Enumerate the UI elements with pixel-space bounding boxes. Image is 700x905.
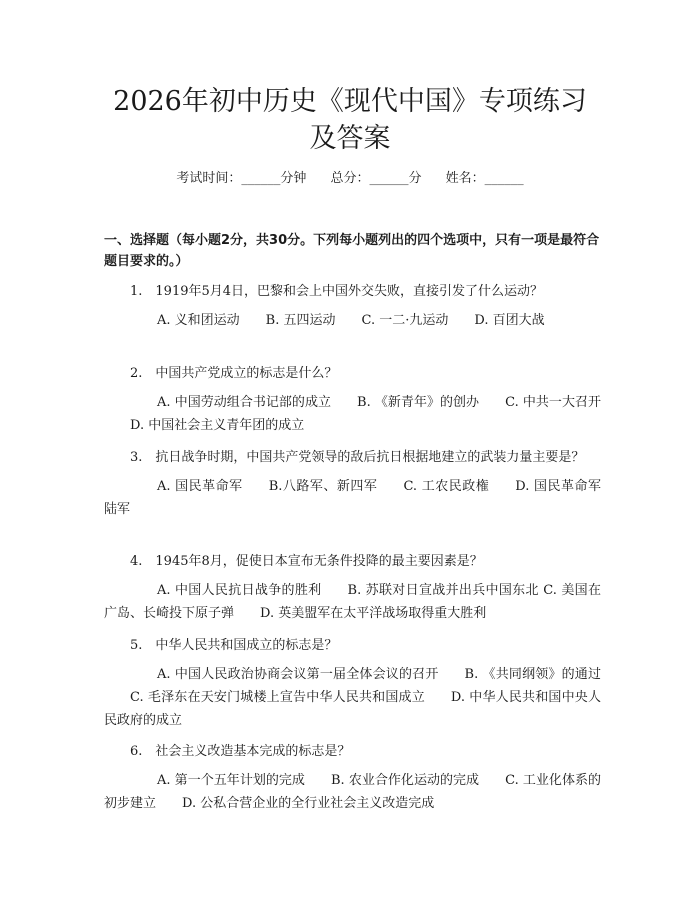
option: D. 中国社会主义青年团的成立 (130, 418, 305, 433)
option: D. 国民革命军陆军 (104, 479, 602, 517)
exam-score: 总分：______分 (330, 171, 422, 186)
question (104, 550, 601, 625)
option: B. 《共同纲领》的通过 (464, 667, 601, 682)
section-heading: 一、选择题（每小题2分，共30分。下列每小题列出的四个选项中，只有一项是最符合题目要求的。） (104, 233, 600, 269)
question (104, 634, 601, 732)
option: C. 美国在广岛、长崎投下原子弹 (104, 583, 602, 621)
option: A. 义和团运动 (157, 313, 240, 328)
option: C. 工农民政権 (403, 479, 490, 494)
question (104, 362, 601, 437)
option: D. 英美盟军在太平洋战场取得重大胜利 (260, 606, 487, 621)
question-stem: 1. 1919年5月4日，巴黎和会上中国外交失败，直接引发了什么运动？ (130, 284, 544, 299)
question (104, 446, 601, 521)
option: D. 百团大战 (474, 313, 545, 328)
exam-time: 考试时间：______分钟 (176, 171, 307, 186)
option: A. 第一个五年计划的完成 (157, 773, 305, 788)
option: C. 毛泽东在天安门城楼上宣告中华人民共和国成立 (130, 690, 425, 705)
question-options (104, 769, 601, 815)
question-stem: 4. 1945年8月，促使日本宣布无条件投降的最主要因素是？ (130, 554, 483, 569)
option: A. 中国人民政治协商会议第一届全体会议的召开 (157, 667, 439, 682)
option: C. 工业化体系的初步建立 (104, 773, 602, 811)
option: A. 中国劳动组合书记部的成立 (157, 395, 332, 410)
question-stem: 5. 中华人民共和国成立的标志是？ (130, 638, 338, 653)
exam-info (0, 170, 700, 188)
question-options (104, 309, 601, 332)
question-options (104, 579, 601, 625)
option: B.八路军、新四军 (268, 479, 378, 494)
option: B. 农业合作化运动的完成 (330, 773, 480, 788)
question (104, 740, 601, 815)
option: A. 中国人民抗日战争的胜利 (157, 583, 322, 598)
option: D. 公私合营企业的全行业社会主义改造完成 (182, 796, 435, 811)
document-title: 2026年初中历史《现代中国》专项练习及答案 (113, 86, 587, 154)
option: A. 国民革命军 (157, 479, 243, 494)
option: B. 五四运动 (265, 313, 336, 328)
question-stem: 6. 社会主义改造基本完成的标志是？ (130, 744, 351, 759)
question-options (104, 663, 601, 732)
question-stem: 2. 中国共产党成立的标志是什么？ (130, 366, 338, 381)
option: B. 苏联对日宣战并出兵中国东北 (347, 583, 539, 598)
question-options (104, 475, 601, 521)
question-options (104, 391, 601, 437)
question (104, 280, 601, 332)
exam-name: 姓名：______ (445, 171, 524, 186)
option: B. 《新青年》的创办 (357, 395, 480, 410)
option: C. 一二·九运动 (361, 313, 449, 328)
question-stem: 3. 抗日战争时期，中国共产党领导的敌后抗日根据地建立的武装力量主要是？ (130, 450, 585, 465)
option: D. 中华人民共和国中央人民政府的成立 (104, 690, 601, 728)
option: C. 中共一大召开 (505, 395, 602, 410)
